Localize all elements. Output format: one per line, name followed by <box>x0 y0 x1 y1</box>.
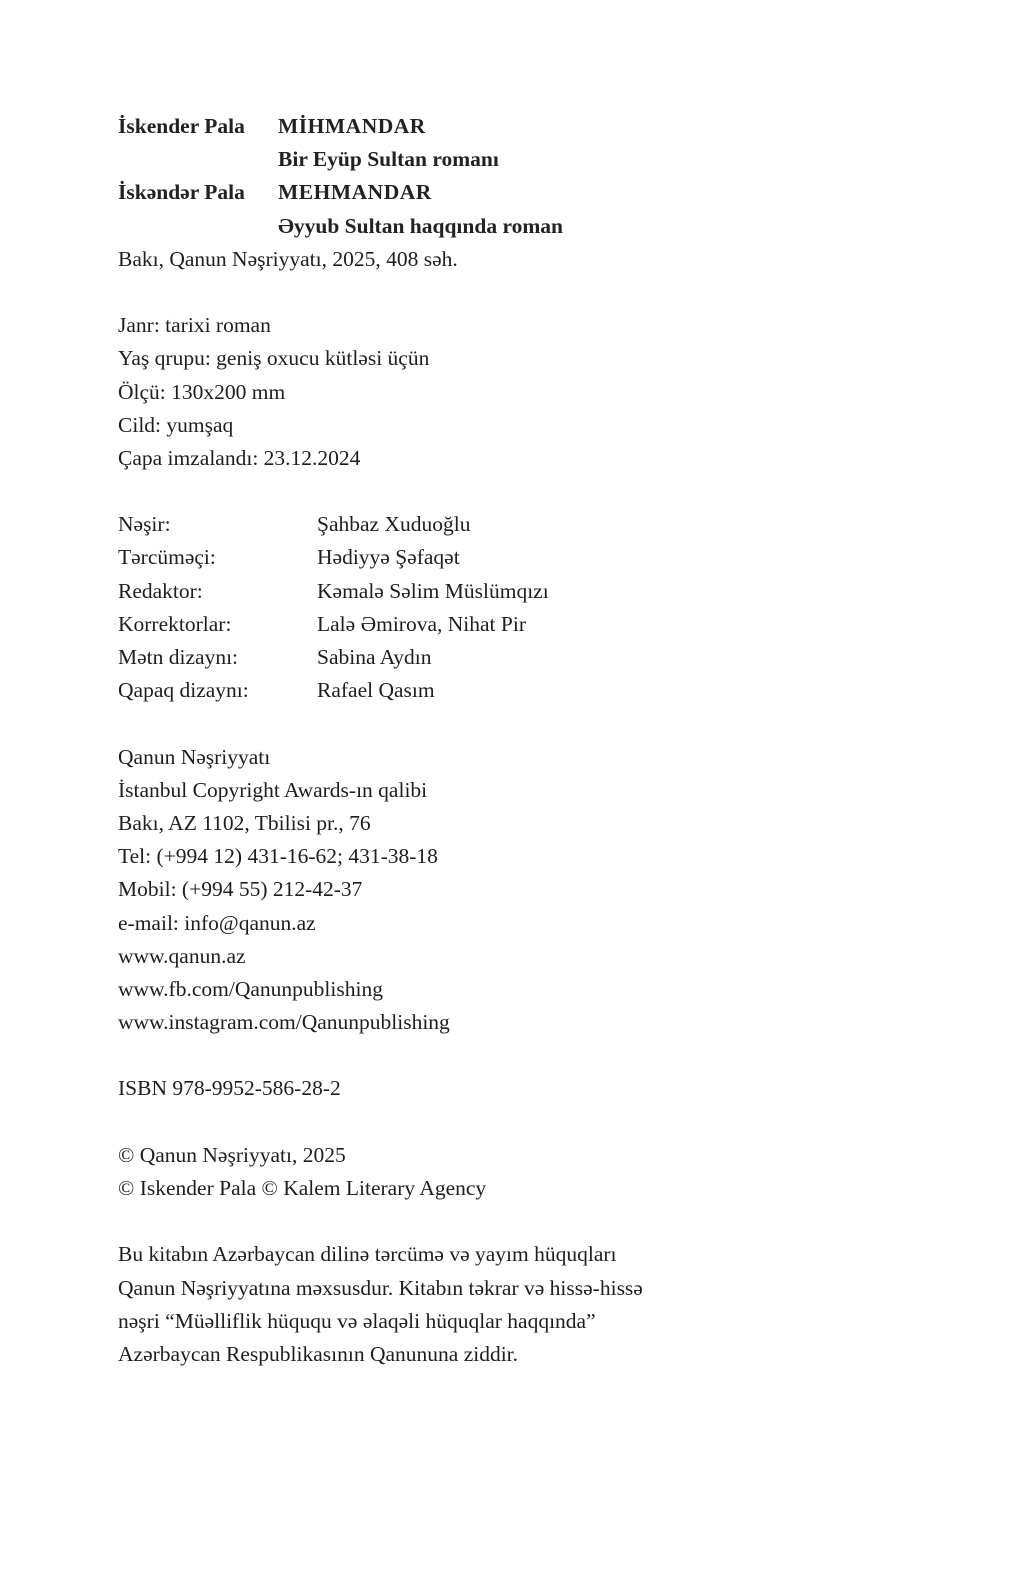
copyright-line: © Qanun Nəşriyyatı, 2025 <box>118 1142 346 1167</box>
spec-age-group: Yaş qrupu: geniş oxucu kütləsi üçün <box>118 346 430 371</box>
original-author: İskender Pala <box>118 114 245 138</box>
rights-line: Bu kitabın Azərbaycan dilinə tərcümə və yayım hüquqları <box>118 1242 617 1267</box>
publisher-award: İstanbul Copyright Awards-ın qalibi <box>118 777 428 802</box>
rights-line: Azərbaycan Respublikasının Qanununa ziddir. <box>118 1341 519 1366</box>
credit-name: Şahbaz Xuduoğlu <box>317 512 471 537</box>
rights-line: nəşri “Müəlliflik hüququ və əlaqəli hüquqlar haqqında” <box>118 1308 596 1333</box>
credit-role: Qapaq dizaynı: <box>118 678 249 703</box>
publisher-facebook: www.fb.com/Qanunpublishing <box>118 976 383 1001</box>
spacer <box>118 1106 978 1139</box>
credit-role: Tərcüməçi: <box>118 545 216 570</box>
credit-name: Sabina Aydın <box>317 645 432 669</box>
rights-line: Qanun Nəşriyyatına məxsusdur. Kitabın təkrar və hissə-hissə <box>118 1275 643 1300</box>
publisher-name: Qanun Nəşriyyatı <box>118 744 271 769</box>
credits-list <box>118 508 978 707</box>
credit-row <box>118 641 978 674</box>
publisher-address: Bakı, AZ 1102, Tbilisi pr., 76 <box>118 810 371 835</box>
credit-role: Redaktor: <box>118 578 203 603</box>
credit-row <box>118 608 978 641</box>
publisher-phone: Tel: (+994 12) 431-16-62; 431-38-18 <box>118 844 438 869</box>
rights-statement <box>118 1238 978 1371</box>
spacer <box>118 707 978 740</box>
translated-subtitle: Əyyub Sultan haqqında roman <box>278 213 563 238</box>
translated-author: İskəndər Pala <box>118 180 245 205</box>
spec-genre: Janr: tarixi roman <box>118 313 271 338</box>
credit-row <box>118 575 978 608</box>
credit-name: Lalə Əmirova, Nihat Pir <box>317 611 526 636</box>
copyright-page <box>118 110 978 1371</box>
copyright-notices <box>118 1139 978 1205</box>
publisher-mobile: Mobil: (+994 55) 212-42-37 <box>118 877 363 902</box>
credit-row <box>118 541 978 574</box>
spec-binding: Cild: yumşaq <box>118 412 234 437</box>
credit-name: Rafael Qasım <box>317 678 435 703</box>
publisher-info <box>118 741 978 1040</box>
credit-name: Hədiyyə Şəfaqət <box>317 545 460 570</box>
publisher-website: www.qanun.az <box>118 943 246 968</box>
original-subtitle: Bir Eyüp Sultan romanı <box>278 147 499 172</box>
spacer <box>118 1205 978 1238</box>
original-title-row <box>118 110 978 143</box>
spacer <box>118 276 978 309</box>
book-specs <box>118 309 978 475</box>
spacer <box>118 1039 978 1072</box>
title-block <box>118 110 978 276</box>
spec-size: Ölçü: 130x200 mm <box>118 379 286 404</box>
publisher-instagram: www.instagram.com/Qanunpublishing <box>118 1010 450 1035</box>
copyright-line: © Iskender Pala © Kalem Literary Agency <box>118 1176 487 1200</box>
spec-print-date: Çapa imzalandı: 23.12.2024 <box>118 445 361 470</box>
spacer <box>118 475 978 508</box>
credit-role: Nəşir: <box>118 512 171 537</box>
translated-title: MEHMANDAR <box>278 180 432 205</box>
credit-role: Mətn dizaynı: <box>118 645 239 669</box>
original-title: MİHMANDAR <box>278 114 426 138</box>
credit-row <box>118 674 978 707</box>
credit-row <box>118 508 978 541</box>
credit-name: Kəmalə Səlim Müslümqızı <box>317 578 549 603</box>
translated-title-row <box>118 176 978 209</box>
credit-role: Korrektorlar: <box>118 611 232 636</box>
publisher-email: e-mail: info@qanun.az <box>118 910 316 935</box>
imprint-line: Bakı, Qanun Nəşriyyatı, 2025, 408 səh. <box>118 246 458 271</box>
isbn: ISBN 978-9952-586-28-2 <box>118 1076 341 1101</box>
